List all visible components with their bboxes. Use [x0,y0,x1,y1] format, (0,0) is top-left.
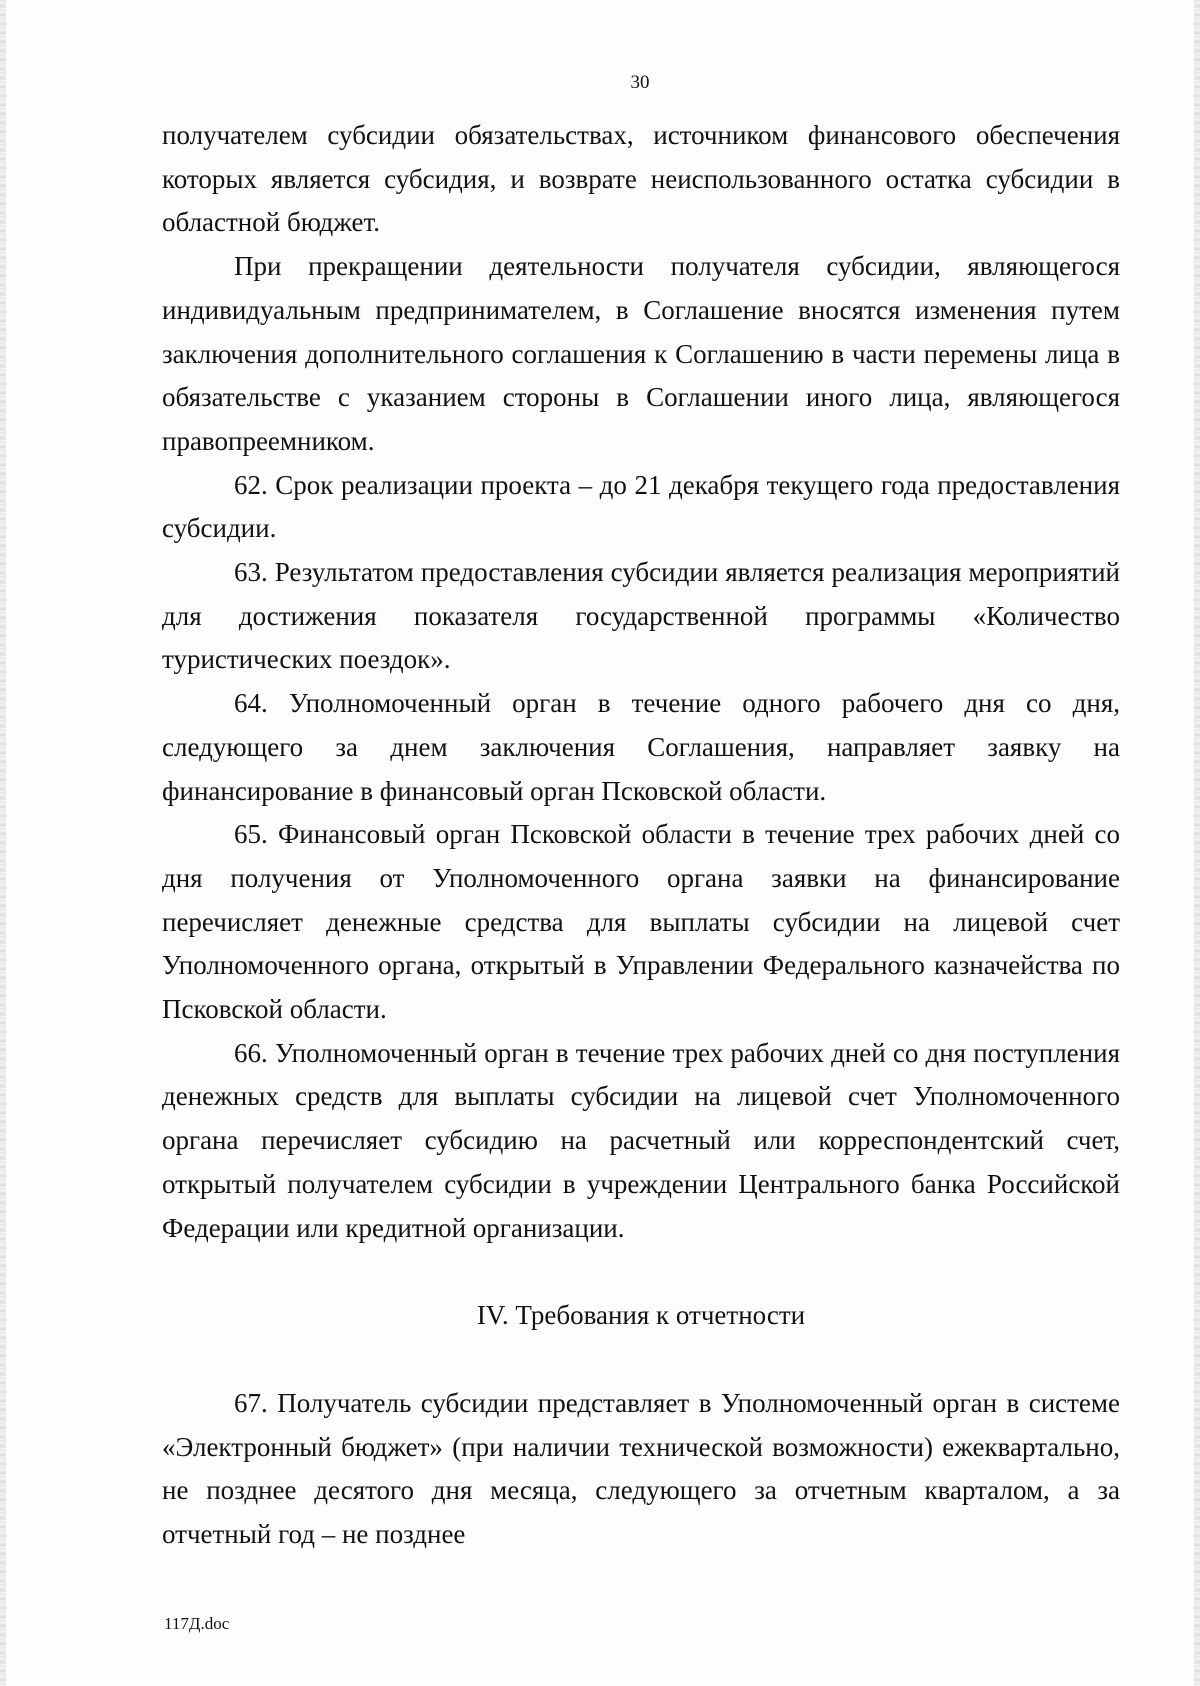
paragraph-63: 63. Результатом предоставления субсидии является реализация мероприятий для достижения показателя государственной программы «Количество туристических поездок». [162,557,1120,675]
paragraph-62: 62. Срок реализации проекта – до 21 декабря текущего года предоставления субсидии. [162,469,1120,544]
footer-file-reference: 117Д.doc [164,1614,230,1633]
scan-edge-right [1194,0,1200,1686]
paragraph-termination-of-activity: При прекращении деятельности получателя субсидии, являющегося индивидуальным предпринимателем, в Соглашение вносятся изменения путем заключения дополнительного соглашения к Соглашению в части перемены лица в обязательстве с указанием стороны в Соглашении иного лица, являющегося правопреемником. [162,251,1120,456]
paragraph-continuation: получателем субсидии обязательствах, источником финансового обеспечения которых является субсидия, и возврате неиспользованного остатка субсидии в областной бюджет. [162,120,1120,238]
page-number: 30 [630,72,650,93]
paragraph-66: 66. Уполномоченный орган в течение трех рабочих дней со дня поступления денежных средств для выплаты субсидии на лицевой счет Уполномоченного органа перечисляет субсидию на расчетный или корреспондентский счет, открытый получателем субсидии в учреждении Центрального банка Российской Федерации или кредитной организации. [162,1037,1120,1243]
paragraph-65: 65. Финансовый орган Псковской области в течение трех рабочих дней со дня получения от Уполномоченного органа заявки на финансирование перечисляет денежные средства для выплаты субсидии на лицевой счет Уполномоченного органа, открытый в Управлении Федерального казначейства по Псковской области. [162,819,1120,1025]
paragraph-67: 67. Получатель субсидии представляет в Уполномоченный орган в системе «Электронный бюджет» (при наличии технической возможности) ежеквартально, не позднее десятого дня месяца, следующего за отчетным кварталом, а за отчетный год – не позднее [162,1387,1120,1550]
document-body [162,114,1120,1557]
section-heading: IV. Требования к отчетности [476,1300,806,1331]
paragraph-64: 64. Уполномоченный орган в течение одного рабочего дня со дня, следующего за днем заключения Соглашения, направляет заявку на финансирование в финансовый орган Псковской области. [162,688,1120,806]
scan-edge-left [0,0,6,1686]
